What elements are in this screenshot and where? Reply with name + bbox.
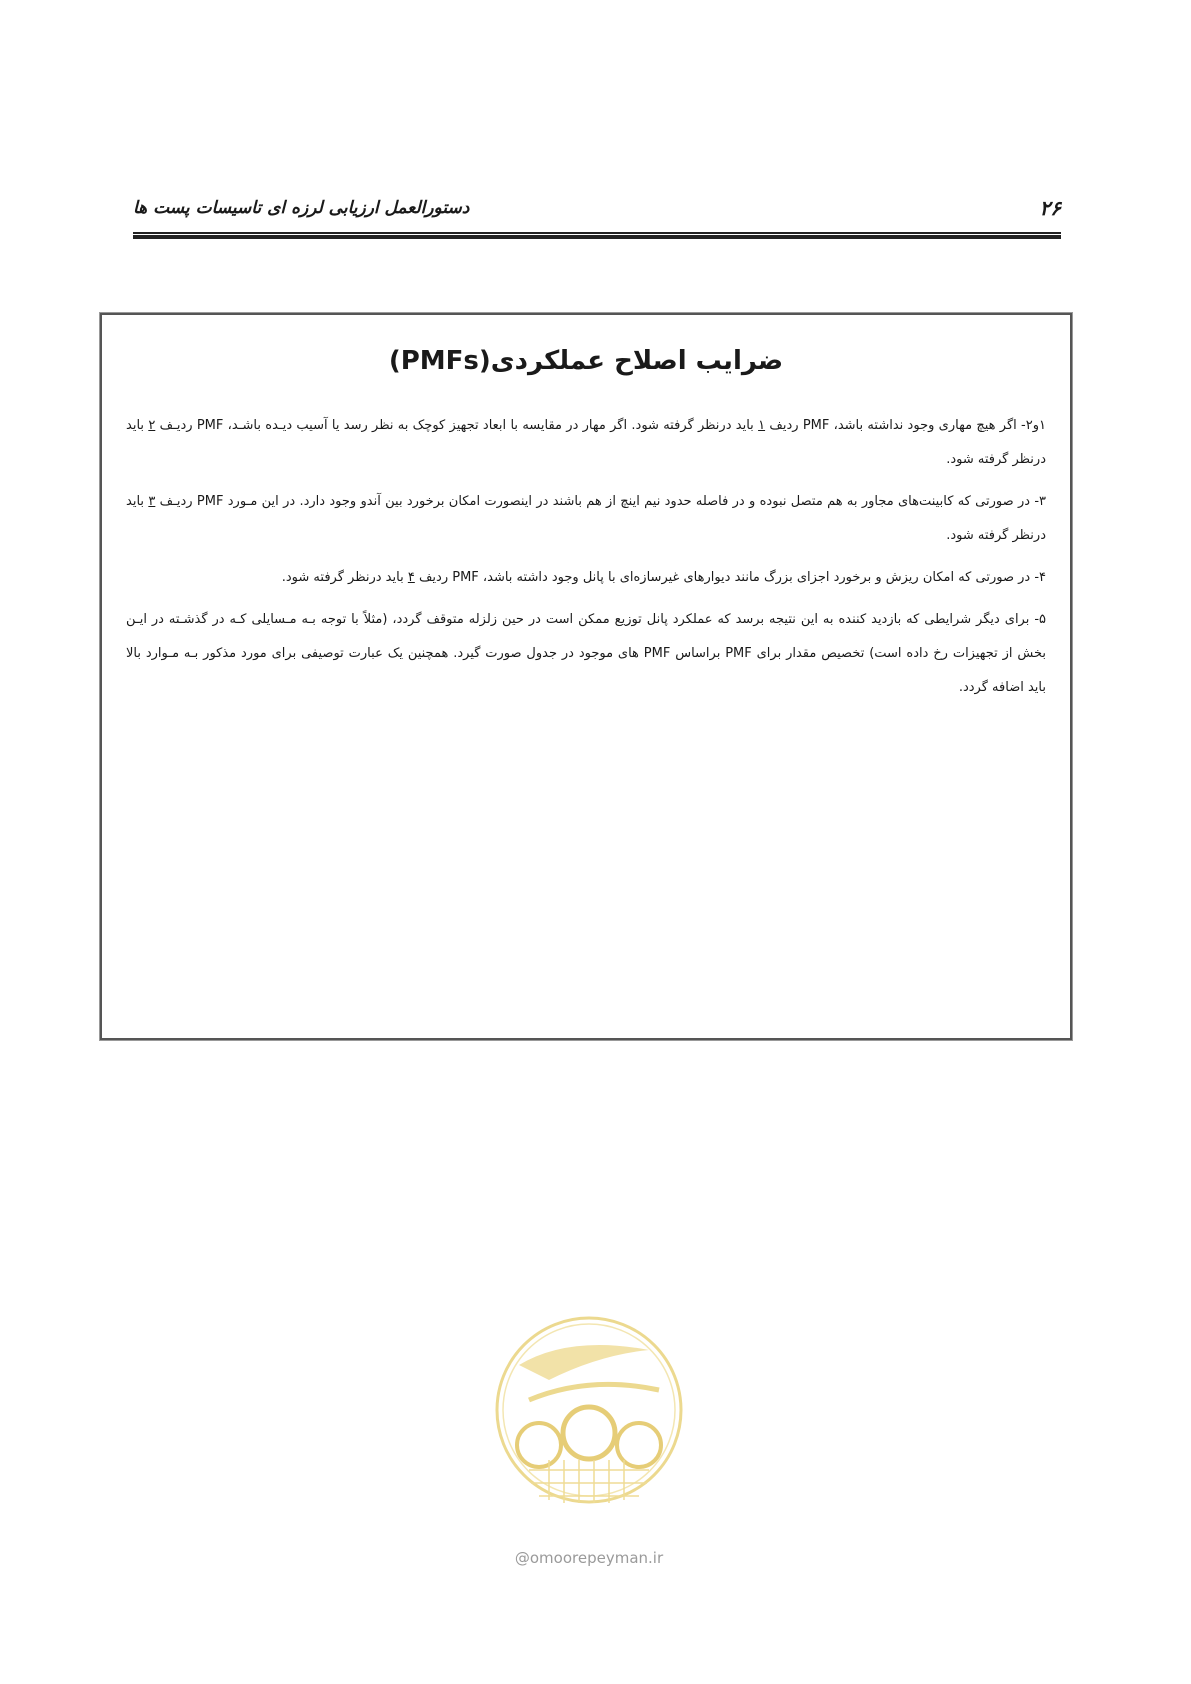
page-header <box>133 196 1061 226</box>
row-reference: ۲ <box>148 418 156 433</box>
row-reference: ۳ <box>148 494 156 509</box>
paragraph-3 <box>126 485 1046 553</box>
watermark-seal-icon <box>489 1295 689 1535</box>
row-reference: ۴ <box>407 570 415 585</box>
paragraph-text: باید درنظر گرفته شود. <box>126 418 1046 467</box>
paragraph-5: ۵- برای دیگر شرایطی که بازدید کننده به این نتیجه برسد که عملکرد پانل توزیع ممکن است در حین زلزله متوقف گردد، (مثلاً با توجه بـه مـسایلی کـه در گذشـته در ایـن بخش از تجهیزات رخ داده است) تخصیص مقدار برای PMF براساس PMF های موجود در جدول صورت گیرد. همچنین یک عبارت توصیفی برای مورد مذکور بـه مـوارد بالا باید اضافه گردد. <box>126 612 1046 695</box>
paragraph-text: ۴- در صورتی که امکان ریزش و برخورد اجزای بزرگ مانند دیوارهای غیرسازه‌ای با پانل وجود داشته باشد، PMF ردیف <box>414 570 1046 585</box>
header-rule <box>133 232 1061 239</box>
paragraph-1-2 <box>126 409 1046 477</box>
paragraph-text: ۳- در صورتی که کابینت‌های مجاور به هم متصل نبوده و در فاصله حدود نیم اینچ از هم باشند در اینصورت امکان برخورد بین آندو وجود دارد. در این مـورد PMF ردیـف <box>155 494 1047 509</box>
paragraph-text: ۱و۲- اگر هیچ مهاری وجود نداشته باشد، PMF ردیف <box>765 418 1046 433</box>
paragraph-text: باید درنظر گرفته شود. <box>126 494 1046 543</box>
watermark-logo <box>489 1295 689 1567</box>
paragraph-4 <box>126 561 1046 595</box>
paragraph-text: باید درنظر گرفته شود. <box>281 570 408 585</box>
running-title: دستورالعمل ارزیابی لرزه ای تاسیسات پست ها <box>133 198 470 218</box>
content-box <box>100 313 1072 1040</box>
watermark-url: @omoorepeyman.ir <box>514 1549 664 1567</box>
paragraph-text: باید درنظر گرفته شود. اگر مهار در مقایسه با ابعاد تجهیز کوچک به نظر رسد یا آسیب دیـده باشـد، PMF ردیـف <box>155 418 759 433</box>
row-reference: ۱ <box>758 418 766 433</box>
section-title: ضرایب اصلاح عملکردی(PMFs) <box>388 346 784 376</box>
page-number: ۲۶ <box>1039 196 1061 220</box>
